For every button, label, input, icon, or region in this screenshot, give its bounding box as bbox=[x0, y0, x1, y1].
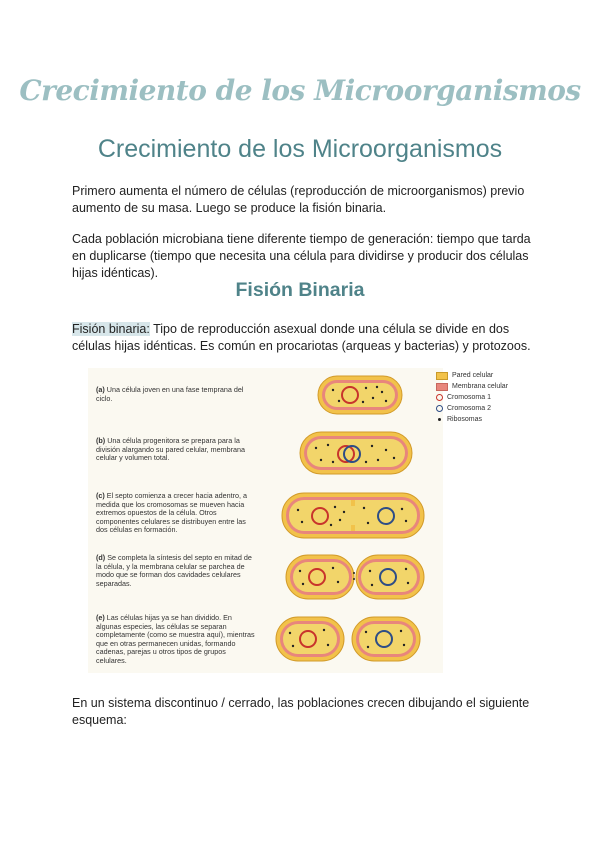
legend-label: Membrana celular bbox=[452, 383, 509, 390]
step-c: (c) El septo comienza a crecer hacia adentro, a medida que los cromosomas se mueven hacia extremos opuestos de la célula. Otros componentes celulares se distribuyen entre las dos células en formación. bbox=[96, 491, 248, 535]
legend-label: Cromosoma 1 bbox=[447, 394, 491, 401]
legend-item-cromosoma1 bbox=[436, 392, 508, 403]
cell-b bbox=[300, 432, 412, 474]
step-a: (a) Una célula joven en una fase temprana del ciclo. bbox=[96, 385, 244, 403]
binary-fission-figure bbox=[88, 368, 443, 673]
step-e: (e) Las células hijas ya se han dividido. En algunas especies, las células se separan completamente (como se muestra aquí), mientras que en otras permanecen unidas, formando cadenas, parejas u otros tipos de grupos celulares. bbox=[96, 613, 255, 665]
legend-item-ribosomas bbox=[436, 414, 508, 425]
legend-label: Cromosoma 2 bbox=[447, 405, 491, 412]
paragraph-generation-time: Cada población microbiana tiene diferente tiempo de generación: tiempo que tarda en duplicarse (tiempo que necesita una célula para dividirse y producir dos células hijas idénticas). bbox=[72, 232, 531, 280]
cell-a bbox=[318, 376, 402, 414]
legend-dot-ribosoma bbox=[438, 418, 441, 421]
cell-d bbox=[286, 555, 424, 599]
figure-legend bbox=[436, 370, 508, 425]
step-b: (b) Una célula progenitora se prepara para la división alargando su pared celular, membrana celular y volumen total. bbox=[96, 436, 246, 463]
paragraph-intro: Primero aumenta el número de células (reproducción de microorganismos) previo aumento de su masa. Luego se produce la fisión binaria. bbox=[72, 184, 525, 215]
legend-ring-blue bbox=[436, 405, 443, 412]
fision-definition: Tipo de reproducción asexual donde una célula se divide en dos células hijas idénticas. Es común en procariotas (arqueas y bacterias) y protozoos. bbox=[72, 322, 531, 353]
legend-item-cromosoma2 bbox=[436, 403, 508, 414]
legend-label: Ribosomas bbox=[447, 416, 483, 423]
fision-term-highlight: Fisión binaria: bbox=[72, 322, 150, 336]
cell-e bbox=[276, 617, 420, 661]
legend-swatch-pared bbox=[436, 372, 448, 380]
page-title: Crecimiento de los Microorganismos bbox=[97, 135, 503, 163]
section-heading-fision: Fisión Binaria bbox=[235, 279, 365, 301]
cell-drawings bbox=[88, 368, 443, 673]
legend-swatch-membrana bbox=[436, 383, 448, 391]
step-d: (d) Se completa la síntesis del septo en mitad de la célula, y la membrana celular se parchea de modo que se forman dos cavidades celulares separadas. bbox=[96, 553, 252, 588]
paragraph-closed-system: En un sistema discontinuo / cerrado, las poblaciones crecen dibujando el siguiente esquema: bbox=[72, 696, 530, 727]
legend-label: Pared celular bbox=[452, 372, 494, 379]
legend-item-pared bbox=[436, 370, 508, 381]
legend-ring-red bbox=[436, 394, 443, 401]
legend-item-membrana bbox=[436, 381, 508, 392]
paragraph-fision bbox=[72, 321, 532, 355]
cell-c bbox=[282, 493, 424, 538]
script-title: Crecimiento de los Microorganismos bbox=[19, 74, 581, 107]
